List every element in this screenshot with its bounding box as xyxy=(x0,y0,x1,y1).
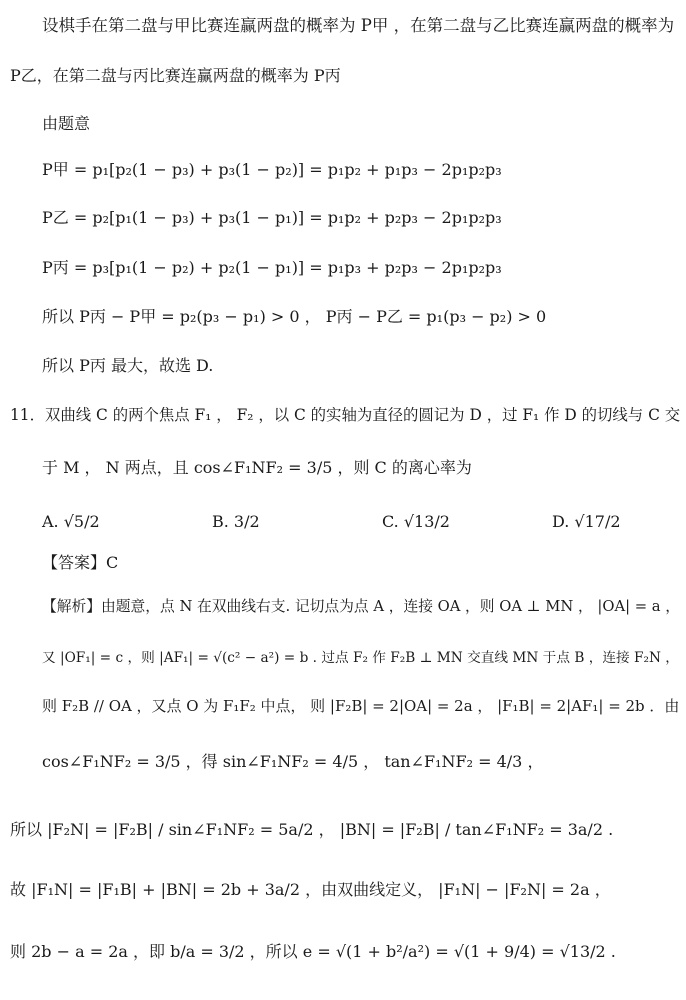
question-stem xyxy=(10,406,680,424)
option-d xyxy=(552,512,621,531)
formula-line xyxy=(42,307,546,326)
option-text: B. 3/2 xyxy=(212,512,260,531)
line-text: 【解析】由题意，点 N 在双曲线右支. 记切点为点 A ，连接 OA ，则 OA ⊥ MN ， |OA| = a ， xyxy=(42,598,681,615)
formula-line xyxy=(42,258,502,277)
option-c xyxy=(382,512,450,531)
option-b xyxy=(212,512,260,531)
line-text: 所以 P丙 最大，故选 D. xyxy=(42,356,214,375)
text-line xyxy=(42,356,213,375)
line-text: 【答案】C xyxy=(42,553,119,572)
option-a xyxy=(42,512,100,531)
line-text: 由题意 xyxy=(42,114,91,133)
line-text: 所以 P丙 − P甲 = p₂(p₃ − p₁) > 0 ， P丙 − P乙 = p₁(p₃ − p₂) > 0 xyxy=(42,307,547,326)
answer-line xyxy=(42,553,118,572)
line-text: P乙 = p₂[p₁(1 − p₃) + p₃(1 − p₁)] = p₁p₂ + p₂p₃ − 2p₁p₂p₃ xyxy=(42,208,502,227)
solution-line xyxy=(10,942,616,961)
option-text: D. √17/2 xyxy=(552,512,621,531)
solution-line xyxy=(42,698,679,716)
line-text: P甲 = p₁[p₂(1 − p₃) + p₃(1 − p₂)] = p₁p₂ + p₁p₃ − 2p₁p₂p₃ xyxy=(42,160,502,179)
option-text: A. √5/2 xyxy=(42,512,100,531)
question-stem xyxy=(42,458,472,477)
formula-line xyxy=(42,160,502,179)
line-text: 则 F₂B // OA ，又点 O 为 F₁F₂ 中点， 则 |F₂B| = 2|OA| = 2a ， |F₁B| = 2|AF₁| = 2b ．由 xyxy=(42,697,680,715)
formula-line xyxy=(42,208,502,227)
line-text: 所以 |F₂N| = |F₂B| / sin∠F₁NF₂ = 5a/2 ， |BN| = |F₂B| / tan∠F₁NF₂ = 3a/2 . xyxy=(10,820,614,839)
line-text: 故 |F₁N| = |F₁B| + |BN| = 2b + 3a/2 ，由双曲线定义， |F₁N| − |F₂N| = 2a ， xyxy=(10,880,611,899)
text-line xyxy=(42,16,674,36)
line-text: 11．双曲线 C 的两个焦点 F₁ ， F₂ ，以 C 的实轴为直径的圆记为 D ，过 F₁ 作 D 的切线与 C 交 xyxy=(10,406,681,424)
solution-line xyxy=(42,752,543,771)
text-line xyxy=(42,114,90,133)
line-text: P乙，在第二盘与丙比赛连赢两盘的概率为 P丙 xyxy=(10,66,341,85)
line-text: 于 M ， N 两点，且 cos∠F₁NF₂ = 3/5 ，则 C 的离心率为 xyxy=(42,458,472,477)
line-text: cos∠F₁NF₂ = 3/5 ，得 sin∠F₁NF₂ = 4/5 ， tan∠F₁NF₂ = 4/3 ， xyxy=(42,752,544,771)
line-text: 设棋手在第二盘与甲比赛连赢两盘的概率为 P甲 ，在第二盘与乙比赛连赢两盘的概率为 xyxy=(42,16,675,35)
solution-line xyxy=(42,598,680,616)
line-text: P丙 = p₃[p₁(1 − p₂) + p₂(1 − p₁)] = p₁p₃ + p₂p₃ − 2p₁p₂p₃ xyxy=(42,258,502,277)
solution-line xyxy=(42,650,679,666)
solution-line xyxy=(10,820,613,839)
line-text: 则 2b − a = 2a ，即 b/a = 3/2 ，所以 e = √(1 + b²/a²) = √(1 + 9/4) = √13/2 . xyxy=(10,942,616,961)
solution-line xyxy=(10,880,611,899)
text-line xyxy=(10,66,341,85)
line-text: 又 |OF₁| = c ，则 |AF₁| = √(c² − a²) = b . 过点 F₂ 作 F₂B ⊥ MN 交直线 MN 于点 B ，连接 F₂N ， xyxy=(42,650,679,666)
option-text: C. √13/2 xyxy=(382,512,450,531)
